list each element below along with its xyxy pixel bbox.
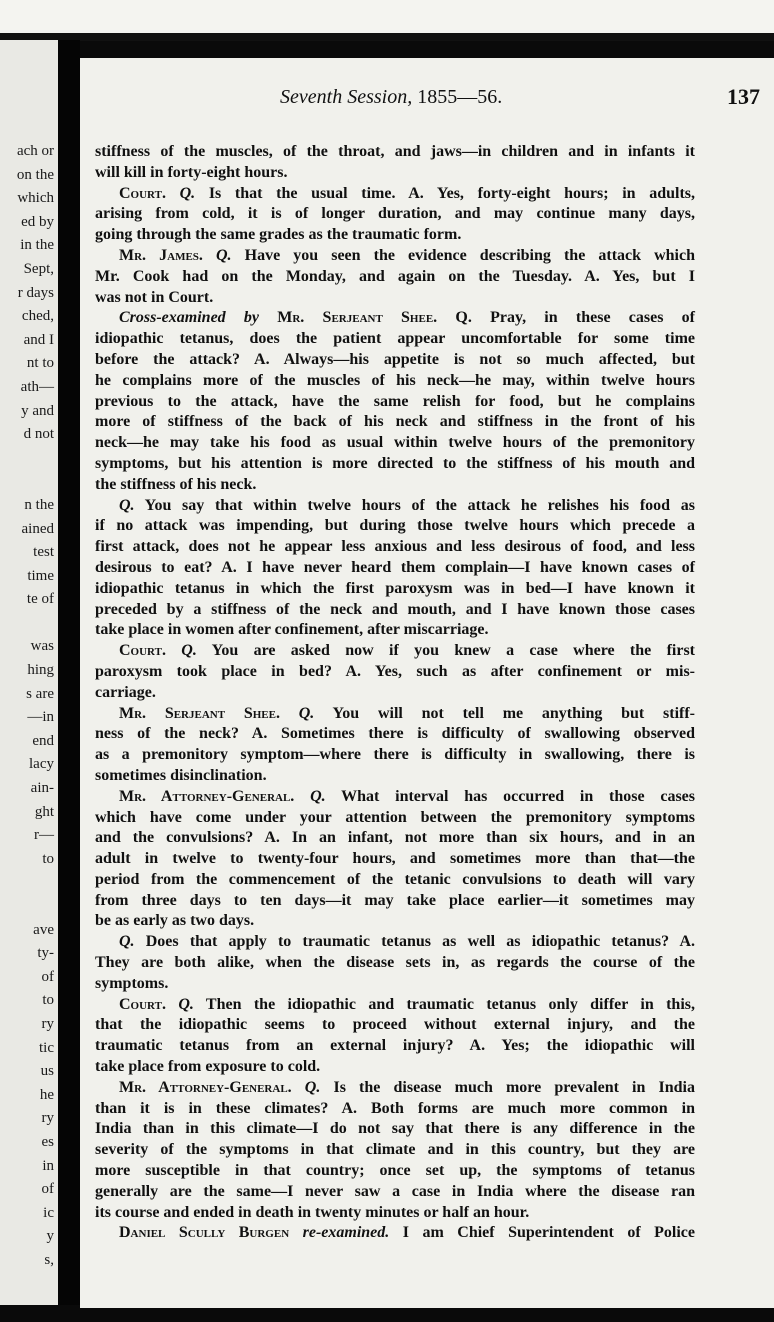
- facing-page-fragment: he: [39, 1086, 54, 1103]
- page-number: 137: [727, 84, 760, 109]
- line-text: going through the same grades as the traumatic form.: [95, 226, 462, 244]
- line-text: I am Chief Superintendent of Police: [389, 1224, 696, 1242]
- text-line: [95, 1223, 695, 1244]
- facing-page-fragment: te of: [26, 591, 54, 608]
- facing-page-fragment: [17, 612, 54, 636]
- text-line: [95, 953, 695, 974]
- examination-label: Cross-examined by: [119, 309, 260, 327]
- text-line: [95, 620, 695, 641]
- line-text: which have come under your attention between the premonitory symptoms: [95, 808, 695, 826]
- text-line: [95, 704, 695, 725]
- line-text: its course and ended in death in twenty minutes or half an hour.: [95, 1203, 530, 1221]
- facing-page-fragment: [17, 895, 54, 919]
- paragraph: [95, 704, 695, 787]
- text-line: [95, 662, 695, 683]
- facing-page-fragment: in the: [20, 237, 54, 254]
- line-text: Is that the usual time. A. Yes, forty-eight hours; in adults,: [195, 184, 695, 202]
- line-text: and the convulsions? A. In an infant, not more than six hours, and in an: [95, 829, 695, 847]
- text-line: [95, 225, 695, 246]
- question-marker: Q.: [119, 496, 135, 514]
- paragraph: [95, 641, 695, 703]
- text-line: [95, 163, 695, 184]
- text-line: [95, 911, 695, 932]
- text-line: [95, 246, 695, 267]
- facing-page-fragment: s,: [44, 1251, 54, 1268]
- facing-page-fragment: time: [27, 567, 54, 584]
- text-line: [95, 641, 695, 662]
- line-text: before the attack? A. Always—his appetite is not so much affected, but: [95, 350, 695, 368]
- speaker-name: Court.: [119, 995, 166, 1013]
- examination-label: re-examined.: [302, 1224, 390, 1242]
- line-text: he complains more of the muscles of his neck—he may, within twelve hours: [95, 371, 695, 389]
- text-line: [95, 558, 695, 579]
- facing-page-fragment: which: [17, 190, 54, 207]
- paragraph: [95, 496, 695, 642]
- speaker-name: Court.: [119, 184, 166, 202]
- facing-page-fragment: and I: [23, 331, 54, 348]
- text-line: [95, 184, 695, 205]
- text-line: [95, 433, 695, 454]
- line-text: if no attack was impending, but during those twelve hours which precede a: [95, 517, 695, 535]
- witness-name: Daniel Scully Burgen: [119, 1224, 290, 1242]
- facing-page-fragment: ched,: [21, 308, 54, 325]
- text-line: [95, 1203, 695, 1224]
- text-line: [95, 724, 695, 745]
- facing-page-fragment: [17, 447, 54, 471]
- text-line: [95, 849, 695, 870]
- text-line: [95, 995, 695, 1016]
- line-text: stiffness of the muscles, of the throat, and jaws—in children and in infants it: [95, 143, 695, 160]
- question-marker: Q.: [181, 642, 197, 660]
- line-text: from three days to ten days—it may take place earlier—it sometimes may: [95, 891, 695, 909]
- text-line: [95, 579, 695, 600]
- line-text: severity of the symptoms in that climate and in this country, but they are: [95, 1141, 695, 1159]
- line-text: symptoms.: [95, 974, 169, 992]
- facing-page-fragment: ic: [43, 1204, 54, 1221]
- top-page-shadow: [0, 33, 774, 41]
- text-line: [95, 870, 695, 891]
- facing-page-fragment: ed by: [21, 213, 54, 230]
- text-line: [95, 1099, 695, 1120]
- paragraph: [95, 1078, 695, 1224]
- facing-page-fragment: ry: [41, 1015, 54, 1032]
- speaker-name: Mr. Attorney-General.: [119, 1078, 292, 1096]
- facing-page-fragment: Sept,: [23, 260, 54, 277]
- text-line: [95, 350, 695, 371]
- facing-page-fragment: hing: [27, 662, 54, 679]
- line-text: first attack, does not he appear less anxious and less desirous of food, and less: [95, 538, 695, 556]
- speaker-name: Mr. James.: [119, 246, 203, 264]
- facing-page-fragment: ach or: [16, 143, 54, 159]
- facing-page-fragment: of: [41, 968, 54, 985]
- facing-page-fragment: n the: [24, 496, 54, 513]
- line-text: previous to the attack, have the same relish for food, but he complains: [95, 392, 695, 410]
- text-line: [95, 412, 695, 433]
- facing-page-fragment: r—: [34, 827, 54, 844]
- speaker-name: Mr. Attorney-General.: [119, 787, 295, 805]
- text-line: [95, 267, 695, 288]
- paragraph: [95, 787, 695, 933]
- facing-page-text-fragments: [17, 140, 54, 1273]
- facing-page-fragment: y and: [21, 402, 54, 419]
- facing-page-fragment: ght: [34, 803, 54, 820]
- text-line: [95, 1161, 695, 1182]
- line-text: Is the disease much more prevalent in India: [320, 1078, 695, 1096]
- facing-page-fragment: es: [41, 1133, 54, 1150]
- line-text: generally are the same—I never saw a case in India where the disease ran: [95, 1182, 695, 1200]
- facing-page-fragment: [17, 871, 54, 895]
- facing-page-fragment: d not: [23, 426, 54, 443]
- text-line: [95, 475, 695, 496]
- text-line: [95, 308, 695, 329]
- speaker-name: Mr. Serjeant Shee.: [119, 704, 280, 722]
- line-text: sometimes disinclination.: [95, 766, 267, 784]
- line-text: carriage.: [95, 683, 156, 701]
- facing-page-fragment: nt to: [26, 355, 54, 372]
- facing-page-fragment: of: [41, 1181, 54, 1198]
- line-text: You will not tell me anything but stiff-: [314, 704, 696, 722]
- facing-page-fragment: in: [42, 1157, 54, 1174]
- line-text: Have you seen the evidence describing the attack which: [231, 246, 695, 264]
- line-text: neck—he may take his food as usual within twelve hours of the premonitory: [95, 434, 695, 452]
- line-text: idiopathic tetanus, does the patient appear uncomfortable for some time: [95, 330, 695, 348]
- text-line: [95, 1078, 695, 1099]
- line-text: Then the idiopathic and traumatic tetanus only differ in this,: [193, 995, 696, 1013]
- paragraph: [95, 995, 695, 1078]
- testimony-text: [95, 142, 695, 1244]
- facing-page-fragment: —in: [27, 709, 54, 726]
- page-header: [80, 86, 774, 126]
- text-line: [95, 204, 695, 225]
- facing-page-fragment: was: [30, 638, 54, 655]
- line-text: arising from cold, it is of longer duration, and may continue many days,: [95, 205, 695, 223]
- text-line: [95, 600, 695, 621]
- line-text: take place from exposure to cold.: [95, 1058, 321, 1076]
- line-text: that the idiopathic seems to proceed without external injury, and the: [95, 1016, 695, 1034]
- question-marker: Q.: [119, 933, 135, 951]
- book-page: [80, 58, 774, 1308]
- paragraph: [95, 308, 695, 495]
- text-line: [95, 808, 695, 829]
- session-years: 1855—56.: [417, 86, 503, 108]
- text-line: [95, 1015, 695, 1036]
- line-text: will kill in forty-eight hours.: [95, 163, 288, 181]
- line-text: Does that apply to traumatic tetanus as well as idiopathic tetanus? A.: [134, 933, 695, 951]
- text-line: [95, 1140, 695, 1161]
- line-text: the stiffness of his neck.: [95, 475, 257, 493]
- running-title: [280, 86, 502, 109]
- line-text: as a premonitory symptom—where there is difficulty in swallowing, there is: [95, 746, 695, 764]
- paragraph: [95, 142, 695, 184]
- text-line: [95, 1057, 695, 1078]
- line-text: traumatic tetanus from an external injury? A. Yes; the idiopathic will: [95, 1037, 695, 1055]
- text-line: [95, 496, 695, 517]
- line-text: India than in this climate—I do not say that there is any difference in the: [95, 1120, 695, 1138]
- facing-page-fragment: ave: [33, 921, 54, 938]
- line-text: preceded by a stiffness of the neck and mouth, and I have known those cases: [95, 600, 695, 618]
- line-text: ness of the neck? A. Sometimes there is difficulty of swallowing observed: [95, 725, 695, 743]
- text-line: [95, 1182, 695, 1203]
- session-title: Seventh Session,: [280, 86, 413, 108]
- line-text: You say that within twelve hours of the attack he relishes his food as: [134, 496, 695, 514]
- facing-page-fragment: lacy: [29, 756, 54, 773]
- text-line: [95, 329, 695, 350]
- line-text: What interval has occurred in those cases: [325, 787, 696, 805]
- question-marker: Q.: [215, 246, 232, 264]
- text-line: [95, 454, 695, 475]
- book-gutter: [58, 40, 80, 1305]
- line-text: be as early as two days.: [95, 912, 255, 930]
- line-text: adult in twelve to twenty-four hours, and sometimes more than that—the: [95, 850, 695, 868]
- line-text: was not in Court.: [95, 288, 214, 306]
- text-line: [95, 974, 695, 995]
- line-text: They are both alike, when the disease sets in, as regards the course of the: [95, 954, 695, 972]
- line-text: Mr. Cook had on the Monday, and again on the Tuesday. A. Yes, but I: [95, 267, 695, 285]
- text-line: [95, 288, 695, 309]
- line-text: more of stiffness of the back of his neck and stiffness in the front of his: [95, 413, 695, 431]
- speaker-name: Court.: [119, 642, 166, 660]
- facing-page-fragment: to: [42, 992, 54, 1009]
- facing-page-fragment: on the: [16, 166, 54, 183]
- line-text: paroxysm took place in bed? A. Yes, such as after confinement or mis-: [95, 662, 695, 680]
- question-marker: Q.: [179, 184, 196, 202]
- text-line: [95, 371, 695, 392]
- text-line: [95, 766, 695, 787]
- question-marker: Q.: [304, 1078, 321, 1096]
- line-text: symptoms, but his attention is more directed to the stiffness of his mouth and: [95, 454, 695, 472]
- paragraph: [95, 184, 695, 246]
- text-line: [95, 745, 695, 766]
- facing-page-fragment: ain-: [30, 780, 54, 797]
- facing-page-fragment: ath—: [20, 378, 54, 395]
- text-line: [95, 683, 695, 704]
- facing-page-fragment: us: [40, 1063, 54, 1080]
- facing-page-fragment: [17, 470, 54, 494]
- facing-page-fragment: ained: [21, 520, 54, 537]
- facing-page-fragment: test: [33, 544, 54, 561]
- facing-page-fragment: end: [32, 732, 54, 749]
- facing-page-fragment: ry: [41, 1110, 54, 1127]
- paragraph: [95, 246, 695, 308]
- question-marker: Q.: [178, 995, 194, 1013]
- line-text: than it is in these climates? A. Both forms are much more common in: [95, 1099, 695, 1117]
- facing-page-fragment: r days: [17, 284, 54, 301]
- line-text: idiopathic tetanus in which the first paroxysm was in bed—I have known it: [95, 579, 695, 597]
- line-text: more susceptible in that country; once set up, the symptoms of tetanus: [95, 1162, 695, 1180]
- text-line: [95, 537, 695, 558]
- paragraph: [95, 1223, 695, 1244]
- speaker-name: Mr. Serjeant Shee.: [277, 309, 438, 327]
- line-text: desirous to eat? A. I have never heard them complain—I have known cases of: [95, 558, 695, 576]
- facing-page-fragment: to: [42, 850, 54, 867]
- text-line: [95, 1036, 695, 1057]
- line-text: Q. Pray, in these cases of: [437, 309, 696, 327]
- line-text: You are asked now if you knew a case where the first: [196, 642, 696, 660]
- text-line: [95, 828, 695, 849]
- question-marker: Q.: [298, 704, 315, 722]
- facing-page-edge: [0, 40, 61, 1305]
- facing-page-fragment: s are: [26, 685, 54, 702]
- text-line: [95, 142, 695, 163]
- facing-page-fragment: tic: [39, 1039, 54, 1056]
- question-marker: Q.: [310, 787, 326, 805]
- text-line: [95, 392, 695, 413]
- text-line: [95, 891, 695, 912]
- line-text: take place in women after confinement, after miscarriage.: [95, 621, 489, 639]
- line-text: period from the commencement of the tetanic convulsions to death will vary: [95, 870, 695, 888]
- text-line: [95, 932, 695, 953]
- text-line: [95, 1119, 695, 1140]
- paragraph: [95, 932, 695, 994]
- facing-page-fragment: y: [46, 1228, 54, 1245]
- text-line: [95, 516, 695, 537]
- facing-page-fragment: ty-: [37, 945, 54, 962]
- text-line: [95, 787, 695, 808]
